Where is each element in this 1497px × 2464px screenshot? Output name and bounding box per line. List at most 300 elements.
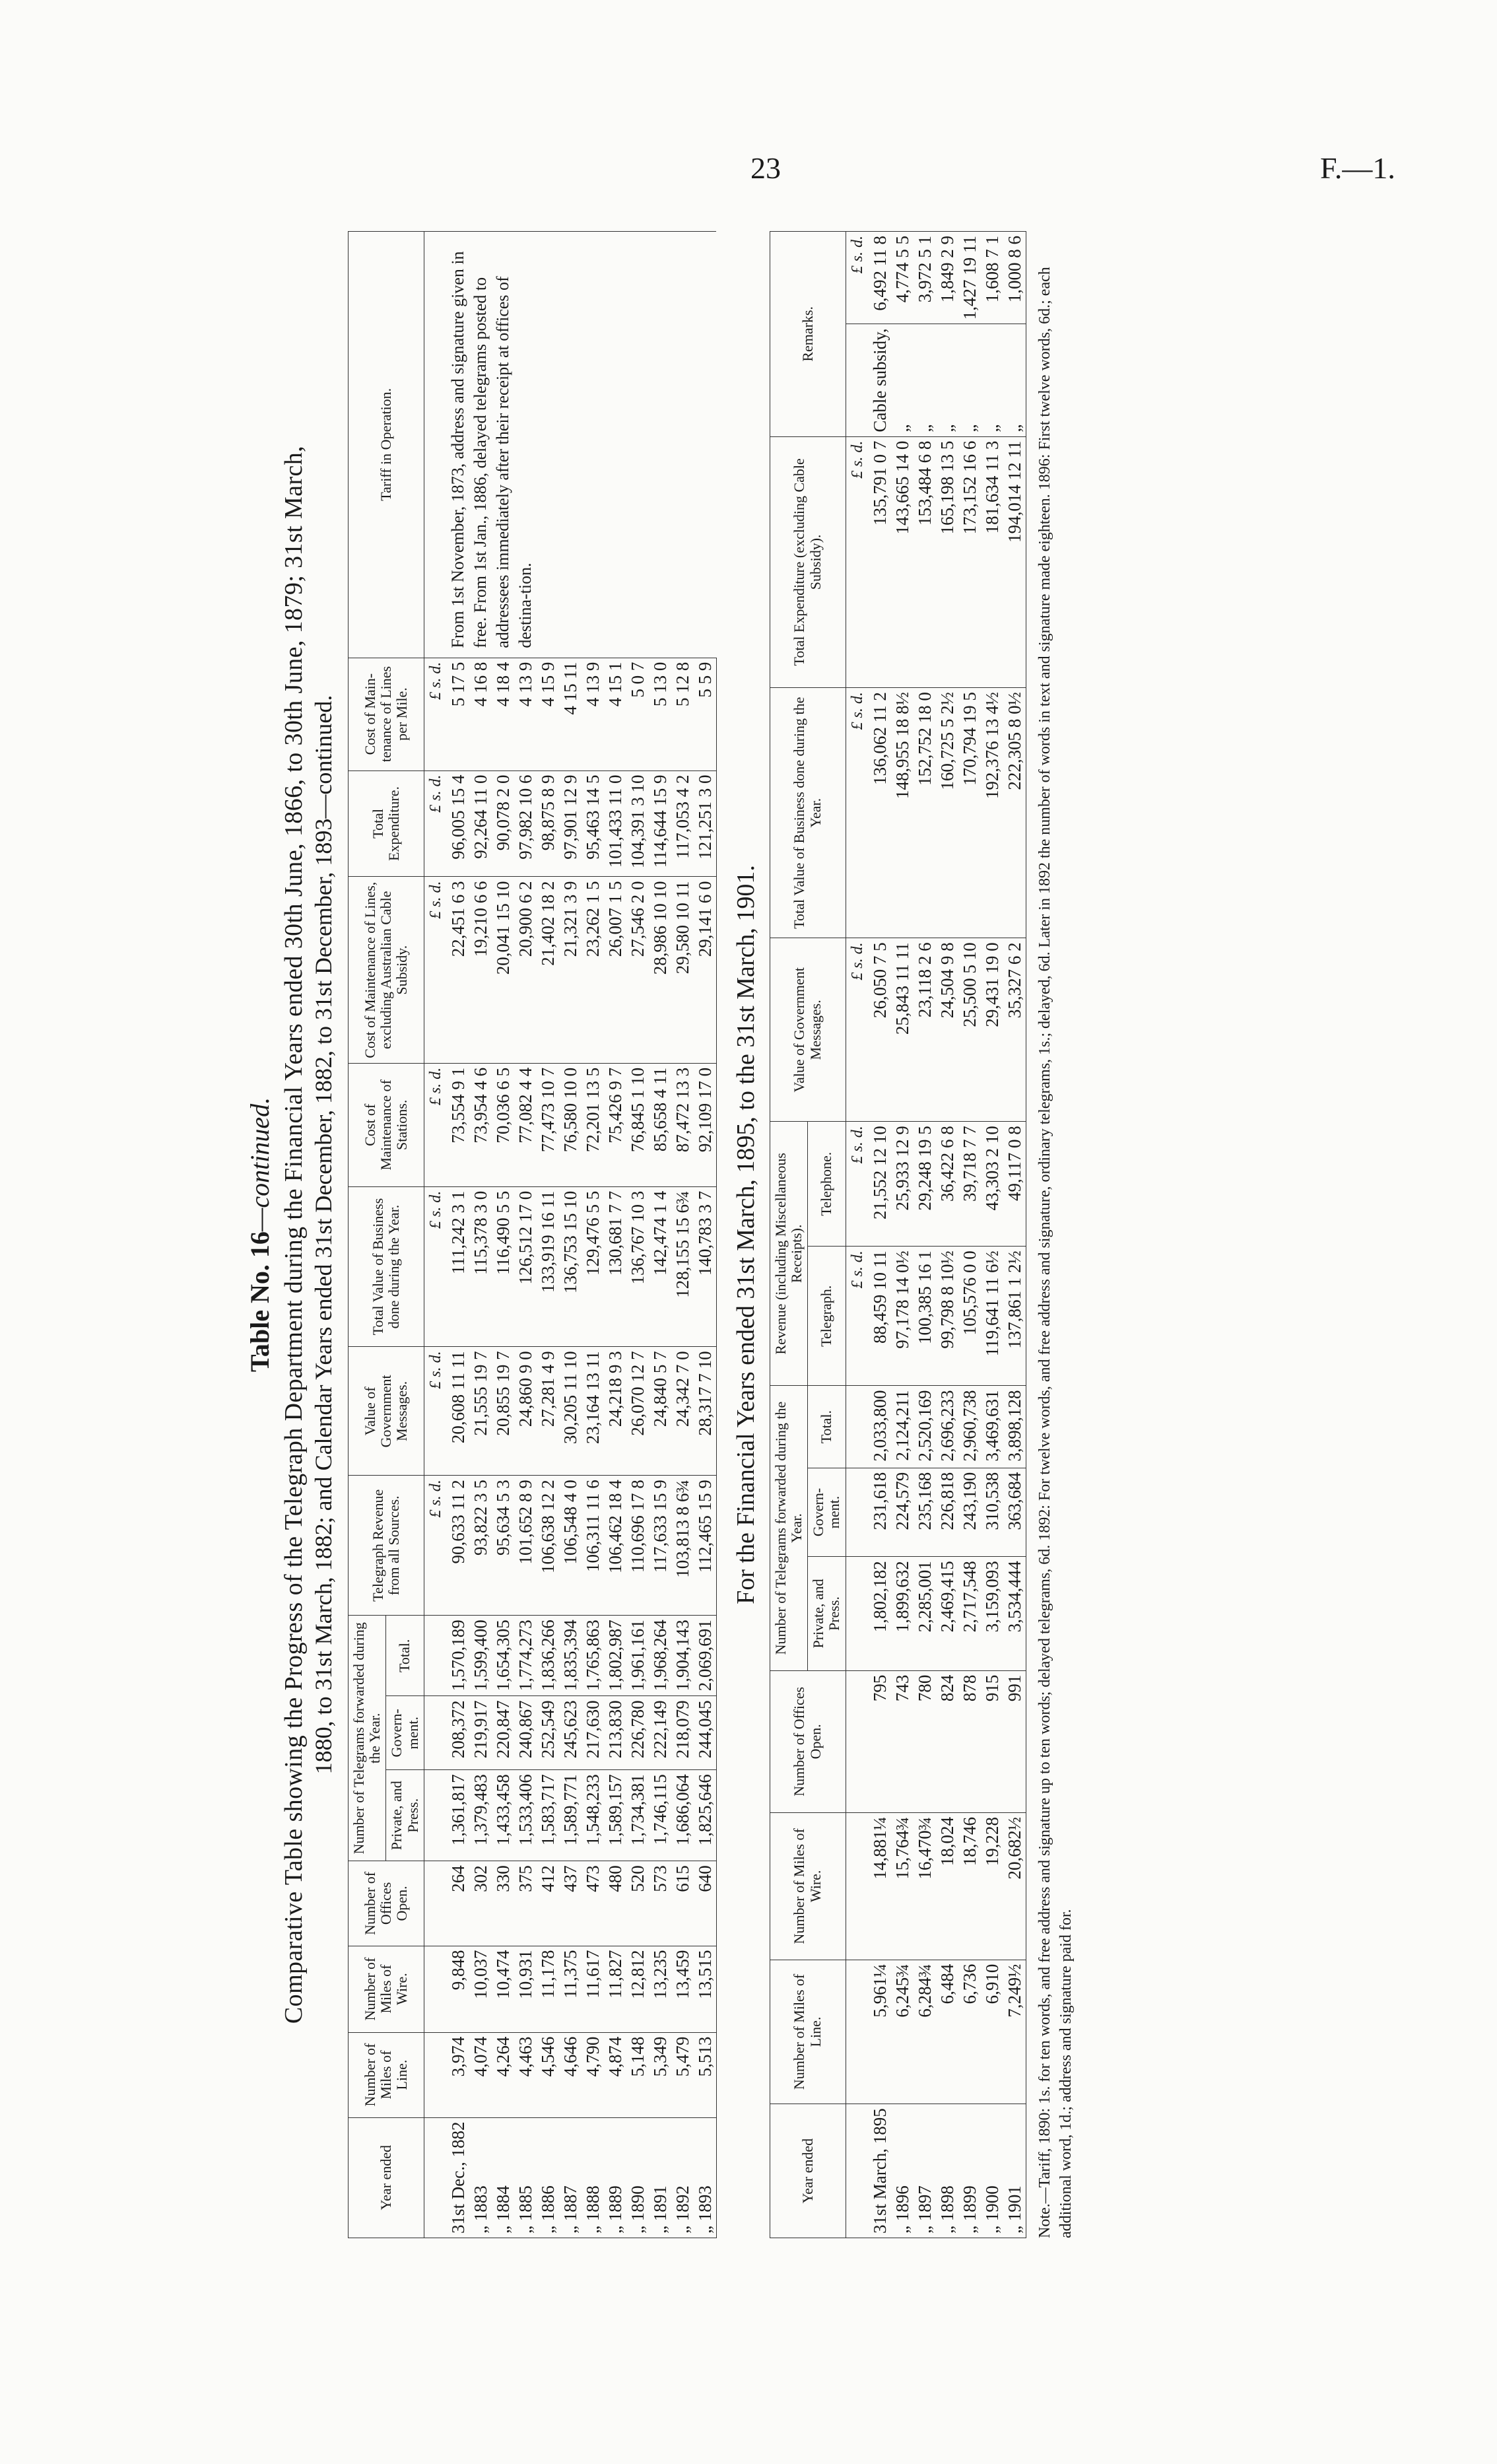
remark-cell: Cable subsidy, <box>869 324 891 436</box>
col-cost-per-mile: Cost of Main-tenance of Lines per Mile. <box>349 658 424 770</box>
permile-cell: 5 13 0 <box>649 658 671 770</box>
permile-cell: 5 0 7 <box>626 658 649 770</box>
line-cell: 7,249½ <box>1003 1960 1026 2104</box>
business-cell: 116,490 5 5 <box>492 1186 514 1347</box>
wire-cell: 16,470¾ <box>914 1813 936 1960</box>
govt-cell: 213,830 <box>604 1696 626 1770</box>
remark-cell: „ <box>1003 324 1026 436</box>
unit-cell: £ s. d. <box>424 1347 447 1476</box>
govt-cell: 363,684 <box>1003 1468 1026 1556</box>
gov-cell: 28,317 7 10 <box>694 1347 717 1476</box>
offices-cell: 264 <box>447 1861 469 1946</box>
business-cell: 192,376 13 4½ <box>981 688 1003 938</box>
expend-cell: 92,264 11 0 <box>469 770 492 877</box>
col-tariff: Tariff in Operation. <box>349 232 424 658</box>
private-cell: 1,899,632 <box>891 1557 914 1670</box>
gov-cell: 24,342 7 0 <box>671 1347 694 1476</box>
permile-cell: 4 13 9 <box>514 658 537 770</box>
offices-cell: 412 <box>537 1861 559 1946</box>
expend-cell: 96,005 15 4 <box>447 770 469 877</box>
year-cell: „ 1888 <box>582 2117 604 2238</box>
progress-table-1882-1893 <box>348 231 717 2238</box>
table2-body <box>846 232 1026 2238</box>
permile-cell: 4 16 8 <box>469 658 492 770</box>
private-cell: 1,589,771 <box>559 1770 582 1861</box>
stations-cell: 92,109 17 0 <box>694 1063 717 1186</box>
table-row <box>891 232 914 2238</box>
col-remarks: Remarks. <box>770 232 846 437</box>
govt-cell: 224,579 <box>891 1468 914 1556</box>
total-cell: 3,898,128 <box>1003 1386 1026 1468</box>
col-year: Year ended <box>349 2117 424 2238</box>
stations-cell: 85,658 4 11 <box>649 1063 671 1186</box>
revenue-cell: 106,548 4 0 <box>559 1476 582 1616</box>
col-business: Total Value of Business done during the Year. <box>349 1186 424 1347</box>
private-cell: 1,734,381 <box>626 1770 649 1861</box>
table-row <box>1003 232 1026 2238</box>
line-cell: 4,874 <box>604 2032 626 2117</box>
business-cell: 115,378 3 0 <box>469 1186 492 1347</box>
telegraph-cell: 100,385 16 1 <box>914 1247 936 1386</box>
offices-cell: 795 <box>869 1670 891 1812</box>
offices-cell: 302 <box>469 1861 492 1946</box>
wire-cell: 11,375 <box>559 1946 582 2032</box>
telephone-cell: 36,422 6 8 <box>936 1122 958 1247</box>
private-cell: 3,534,444 <box>1003 1557 1026 1670</box>
table-row <box>936 232 958 2238</box>
col-telegraph: Telegraph. <box>808 1247 846 1386</box>
expend-cell: 121,251 3 0 <box>694 770 717 877</box>
col-telephone: Telephone. <box>808 1122 846 1247</box>
stations-cell: 76,580 10 0 <box>559 1063 582 1186</box>
gov-cell: 23,164 13 11 <box>582 1347 604 1476</box>
wire-cell: 18,024 <box>936 1813 958 1960</box>
unit-cell: £ s. d. <box>846 1122 869 1247</box>
col-year: Year ended <box>770 2104 846 2238</box>
offices-cell: 915 <box>981 1670 1003 1812</box>
unit-cell: £ s. d. <box>424 1063 447 1186</box>
private-cell: 1,433,458 <box>492 1770 514 1861</box>
table-row <box>869 232 891 2238</box>
line-cell: 4,264 <box>492 2032 514 2117</box>
gov-cell: 21,555 19 7 <box>469 1347 492 1476</box>
expend-cell: 135,791 0 7 <box>869 436 891 688</box>
wire-cell: 12,812 <box>626 1946 649 2032</box>
private-cell: 1,589,157 <box>604 1770 626 1861</box>
stations-cell: 73,954 4 6 <box>469 1063 492 1186</box>
year-cell: „ 1891 <box>649 2117 671 2238</box>
col-miles-wire: Number of Miles of Wire. <box>349 1946 424 2032</box>
permile-cell: 4 15 11 <box>559 658 582 770</box>
line-cell: 6,736 <box>958 1960 981 2104</box>
col-miles-wire: Number of Miles of Wire. <box>770 1813 846 1960</box>
govt-cell: 220,847 <box>492 1696 514 1770</box>
private-cell: 2,717,548 <box>958 1557 981 1670</box>
year-cell: „ 1887 <box>559 2117 582 2238</box>
stations-cell: 75,426 9 7 <box>604 1063 626 1186</box>
page-number: 23 <box>750 151 781 185</box>
business-cell: 136,767 10 3 <box>626 1186 649 1347</box>
expend-cell: 165,198 13 5 <box>936 436 958 688</box>
offices-cell: 640 <box>694 1861 717 1946</box>
private-cell: 3,159,093 <box>981 1557 1003 1670</box>
total-cell: 1,961,161 <box>626 1616 649 1696</box>
year-cell: 31st Dec., 1882 <box>447 2117 469 2238</box>
offices-cell: 520 <box>626 1861 649 1946</box>
revenue-cell: 117,633 15 9 <box>649 1476 671 1616</box>
gov-cell: 24,218 9 3 <box>604 1347 626 1476</box>
col-maint-stations: Cost of Maintenance of Stations. <box>349 1063 424 1186</box>
line-cell: 5,961¼ <box>869 1960 891 2104</box>
total-cell: 2,520,169 <box>914 1386 936 1468</box>
revenue-cell: 103,813 8 6¾ <box>671 1476 694 1616</box>
unit-cell: £ s. d. <box>424 1186 447 1347</box>
expend-cell: 95,463 14 5 <box>582 770 604 877</box>
table-number-label: Table No. 16 <box>245 1231 275 1373</box>
total-cell: 2,124,211 <box>891 1386 914 1468</box>
lines-cell: 21,402 18 2 <box>537 877 559 1063</box>
col-business: Total Value of Business done during the Year. <box>770 688 846 938</box>
line-cell: 5,349 <box>649 2032 671 2117</box>
telephone-cell: 29,248 19 5 <box>914 1122 936 1247</box>
remark-cell: „ <box>958 324 981 436</box>
tariff-text: From 1st November, 1873, address and signature given in free. From 1st Jan., 1886, delayed telegrams posted to addressees immediately after their receipt at offices of destina-tion. <box>447 232 717 658</box>
table-row <box>447 232 469 2238</box>
col-expenditure: Total Expenditure (excluding Cable Subsidy). <box>770 436 846 688</box>
telegraph-cell: 99,798 8 10½ <box>936 1247 958 1386</box>
total-cell: 1,802,987 <box>604 1616 626 1696</box>
govt-cell: 231,618 <box>869 1468 891 1556</box>
govt-cell: 219,917 <box>469 1696 492 1770</box>
col-group-revenue: Revenue (including Miscellaneous Receipts). <box>770 1122 807 1386</box>
govt-cell: 222,149 <box>649 1696 671 1770</box>
remark-amount-cell: 1,000 8 6 <box>1003 232 1026 324</box>
govt-cell: 244,045 <box>694 1696 717 1770</box>
private-cell: 2,285,001 <box>914 1557 936 1670</box>
govt-cell: 226,780 <box>626 1696 649 1770</box>
private-cell: 1,583,717 <box>537 1770 559 1861</box>
stations-cell: 77,082 4 4 <box>514 1063 537 1186</box>
govt-cell: 218,079 <box>671 1696 694 1770</box>
total-cell: 2,069,691 <box>694 1616 717 1696</box>
total-cell: 1,654,305 <box>492 1616 514 1696</box>
year-cell: „ 1885 <box>514 2117 537 2238</box>
wire-cell: 13,515 <box>694 1946 717 2032</box>
lines-cell: 22,451 6 3 <box>447 877 469 1063</box>
revenue-cell: 101,652 8 9 <box>514 1476 537 1616</box>
business-cell: 111,242 3 1 <box>447 1186 469 1347</box>
gov-cell: 20,608 11 11 <box>447 1347 469 1476</box>
gov-cell: 20,855 19 7 <box>492 1347 514 1476</box>
unit-cell: £ s. d. <box>846 1247 869 1386</box>
business-cell: 128,155 15 6¾ <box>671 1186 694 1347</box>
line-cell: 3,974 <box>447 2032 469 2117</box>
line-cell: 6,284¾ <box>914 1960 936 2104</box>
col-total: Total. <box>808 1386 846 1468</box>
col-private: Private, and Press. <box>386 1770 424 1861</box>
year-cell: „ 1893 <box>694 2117 717 2238</box>
wire-cell: 20,682½ <box>1003 1813 1026 1960</box>
progress-table-1895-1901 <box>770 231 1026 2238</box>
gov-cell: 24,860 9 0 <box>514 1347 537 1476</box>
lines-cell: 23,262 1 5 <box>582 877 604 1063</box>
telephone-cell: 21,552 12 10 <box>869 1122 891 1247</box>
telegraph-cell: 119,641 11 6½ <box>981 1247 1003 1386</box>
telephone-cell: 43,303 2 10 <box>981 1122 1003 1247</box>
gov-cell: 25,843 11 11 <box>891 938 914 1122</box>
business-cell: 133,919 16 11 <box>537 1186 559 1347</box>
unit-cell: £ s. d. <box>424 877 447 1063</box>
expend-cell: 104,391 3 10 <box>626 770 649 877</box>
lines-cell: 19,210 6 6 <box>469 877 492 1063</box>
col-revenue: Telegraph Revenue from all Sources. <box>349 1476 424 1616</box>
gov-cell: 27,281 4 9 <box>537 1347 559 1476</box>
offices-cell: 330 <box>492 1861 514 1946</box>
remark-amount-cell: 1,608 7 1 <box>981 232 1003 324</box>
line-cell: 4,074 <box>469 2032 492 2117</box>
total-cell: 2,033,800 <box>869 1386 891 1468</box>
year-cell: „ 1889 <box>604 2117 626 2238</box>
business-cell: 129,476 5 5 <box>582 1186 604 1347</box>
table-row <box>914 232 936 2238</box>
wire-cell: 15,764¾ <box>891 1813 914 1960</box>
business-cell: 136,753 15 10 <box>559 1186 582 1347</box>
lines-cell: 28,986 10 10 <box>649 877 671 1063</box>
expend-cell: 181,634 11 3 <box>981 436 1003 688</box>
year-cell: „ 1886 <box>537 2117 559 2238</box>
permile-cell: 5 5 9 <box>694 658 717 770</box>
gov-cell: 26,070 12 7 <box>626 1347 649 1476</box>
lines-cell: 27,546 2 0 <box>626 877 649 1063</box>
expend-cell: 117,053 4 2 <box>671 770 694 877</box>
telegraph-cell: 137,861 1 2½ <box>1003 1247 1026 1386</box>
col-govt: Govern-ment. <box>808 1468 846 1556</box>
gov-cell: 35,327 6 2 <box>1003 938 1026 1122</box>
units-row <box>424 232 447 2238</box>
year-cell: „ 1900 <box>981 2104 1003 2238</box>
table1-body <box>424 232 716 2238</box>
business-cell: 152,752 18 0 <box>914 688 936 938</box>
offices-cell: 473 <box>582 1861 604 1946</box>
expend-cell: 97,901 12 9 <box>559 770 582 877</box>
revenue-cell: 112,465 15 9 <box>694 1476 717 1616</box>
revenue-cell: 90,633 11 2 <box>447 1476 469 1616</box>
gov-cell: 29,431 19 0 <box>981 938 1003 1122</box>
business-cell: 148,955 18 8½ <box>891 688 914 938</box>
expend-cell: 173,152 16 6 <box>958 436 981 688</box>
remark-amount-cell: 3,972 5 1 <box>914 232 936 324</box>
line-cell: 5,148 <box>626 2032 649 2117</box>
line-cell: 4,546 <box>537 2032 559 2117</box>
offices-cell: 615 <box>671 1861 694 1946</box>
lines-cell: 20,900 6 2 <box>514 877 537 1063</box>
expend-cell: 90,078 2 0 <box>492 770 514 877</box>
telephone-cell: 39,718 7 7 <box>958 1122 981 1247</box>
table-number <box>244 211 275 2258</box>
telegraph-cell: 97,178 14 0½ <box>891 1247 914 1386</box>
remark-cell: „ <box>891 324 914 436</box>
table2-subtitle: For the Financial Years ended 31st March, 1895, to the 31st March, 1901. <box>731 865 760 1604</box>
table-row <box>981 232 1003 2238</box>
col-total: Total. <box>386 1616 424 1696</box>
stations-cell: 70,036 6 5 <box>492 1063 514 1186</box>
govt-cell: 217,630 <box>582 1696 604 1770</box>
remark-amount-cell: 1,849 2 9 <box>936 232 958 324</box>
year-cell: „ 1899 <box>958 2104 981 2238</box>
wire-cell: 10,931 <box>514 1946 537 2032</box>
unit-cell: £ s. d. <box>846 688 869 938</box>
permile-cell: 4 13 9 <box>582 658 604 770</box>
rotated-page-content <box>244 211 1419 2258</box>
wire-cell: 13,235 <box>649 1946 671 2032</box>
expend-cell: 97,982 10 6 <box>514 770 537 877</box>
year-cell: „ 1890 <box>626 2117 649 2238</box>
govt-cell: 245,623 <box>559 1696 582 1770</box>
year-cell: „ 1884 <box>492 2117 514 2238</box>
govt-cell: 310,538 <box>981 1468 1003 1556</box>
col-gov-value: Value of Government Messages. <box>770 938 846 1122</box>
line-cell: 6,484 <box>936 1960 958 2104</box>
govt-cell: 243,190 <box>958 1468 981 1556</box>
offices-cell: 375 <box>514 1861 537 1946</box>
year-cell: „ 1901 <box>1003 2104 1026 2238</box>
col-private: Private, and Press. <box>808 1557 846 1670</box>
total-cell: 1,774,273 <box>514 1616 537 1696</box>
revenue-cell: 106,462 18 4 <box>604 1476 626 1616</box>
line-cell: 6,245¾ <box>891 1960 914 2104</box>
remark-amount-cell: 1,427 19 11 <box>958 232 981 324</box>
stations-cell: 72,201 13 5 <box>582 1063 604 1186</box>
col-offices: Number of Offices Open. <box>349 1861 424 1946</box>
wire-cell: 19,228 <box>981 1813 1003 1960</box>
remark-cell: „ <box>981 324 1003 436</box>
expend-cell: 194,014 12 11 <box>1003 436 1026 688</box>
remark-cell: „ <box>914 324 936 436</box>
telephone-cell: 25,933 12 9 <box>891 1122 914 1247</box>
stations-cell: 87,472 13 3 <box>671 1063 694 1186</box>
wire-cell: 11,178 <box>537 1946 559 2032</box>
private-cell: 1,825,646 <box>694 1770 717 1861</box>
govt-cell: 226,818 <box>936 1468 958 1556</box>
unit-cell: £ s. d. <box>424 1476 447 1616</box>
year-cell: „ 1883 <box>469 2117 492 2238</box>
expend-cell: 101,433 11 0 <box>604 770 626 877</box>
business-cell: 142,474 1 4 <box>649 1186 671 1347</box>
unit-cell: £ s. d. <box>424 658 447 770</box>
private-cell: 1,746,115 <box>649 1770 671 1861</box>
offices-cell: 480 <box>604 1861 626 1946</box>
table-title-line1: Comparative Table showing the Progress of the Telegraph Department during the Financial Years ended 30th June, 1866, to 30th June, 1879; 31st March, <box>280 445 308 2024</box>
wire-cell: 11,617 <box>582 1946 604 2032</box>
business-cell: 170,794 19 5 <box>958 688 981 938</box>
offices-cell: 824 <box>936 1670 958 1812</box>
revenue-cell: 106,638 12 2 <box>537 1476 559 1616</box>
govt-cell: 208,372 <box>447 1696 469 1770</box>
col-maint-lines: Cost of Maintenance of Lines, excluding Australian Cable Subsidy. <box>349 877 424 1063</box>
wire-cell: 10,474 <box>492 1946 514 2032</box>
expend-cell: 143,665 14 0 <box>891 436 914 688</box>
total-cell: 1,904,143 <box>671 1616 694 1696</box>
revenue-cell: 106,311 11 6 <box>582 1476 604 1616</box>
business-cell: 130,681 7 7 <box>604 1186 626 1347</box>
gov-cell: 25,500 5 10 <box>958 938 981 1122</box>
wire-cell: 9,848 <box>447 1946 469 2032</box>
revenue-cell: 95,634 5 3 <box>492 1476 514 1616</box>
table-title-line2: 1880, to 31st March, 1882; and Calendar Years ended 31st December, 1882, to 31st December, 1893—continued. <box>310 695 337 1775</box>
line-cell: 6,910 <box>981 1960 1003 2104</box>
govt-cell: 252,549 <box>537 1696 559 1770</box>
unit-cell: £ s. d. <box>846 232 869 324</box>
permile-cell: 4 15 9 <box>537 658 559 770</box>
year-cell: „ 1892 <box>671 2117 694 2238</box>
remark-amount-cell: 6,492 11 8 <box>869 232 891 324</box>
stations-cell: 73,554 9 1 <box>447 1063 469 1186</box>
stations-cell: 77,473 10 7 <box>537 1063 559 1186</box>
line-cell: 5,513 <box>694 2032 717 2117</box>
unit-cell: £ s. d. <box>424 770 447 877</box>
total-cell: 1,835,394 <box>559 1616 582 1696</box>
unit-cell: £ s. d. <box>846 938 869 1122</box>
col-govt: Govern-ment. <box>386 1696 424 1770</box>
col-group-telegrams: Number of Telegrams forwarded during the Year. <box>770 1386 807 1670</box>
year-cell: „ 1896 <box>891 2104 914 2238</box>
revenue-cell: 93,822 3 5 <box>469 1476 492 1616</box>
private-cell: 1,548,233 <box>582 1770 604 1861</box>
expend-cell: 153,484 6 8 <box>914 436 936 688</box>
table-row <box>958 232 981 2238</box>
private-cell: 1,802,182 <box>869 1557 891 1670</box>
total-cell: 2,960,738 <box>958 1386 981 1468</box>
year-cell: 31st March, 1895 <box>869 2104 891 2238</box>
expend-cell: 114,644 15 9 <box>649 770 671 877</box>
wire-cell: 11,827 <box>604 1946 626 2032</box>
total-cell: 1,765,863 <box>582 1616 604 1696</box>
wire-cell: 18,746 <box>958 1813 981 1960</box>
total-cell: 3,469,631 <box>981 1386 1003 1468</box>
document-reference: F.—1. <box>1320 151 1395 185</box>
gov-cell: 26,050 7 5 <box>869 938 891 1122</box>
lines-cell: 21,321 3 9 <box>559 877 582 1063</box>
telegraph-cell: 88,459 10 11 <box>869 1247 891 1386</box>
lines-cell: 26,007 1 5 <box>604 877 626 1063</box>
business-cell: 160,725 5 2½ <box>936 688 958 938</box>
total-cell: 2,696,233 <box>936 1386 958 1468</box>
lines-cell: 29,580 10 11 <box>671 877 694 1063</box>
permile-cell: 4 15 1 <box>604 658 626 770</box>
remark-amount-cell: 4,774 5 5 <box>891 232 914 324</box>
govt-cell: 240,867 <box>514 1696 537 1770</box>
gov-cell: 23,118 2 6 <box>914 938 936 1122</box>
total-cell: 1,836,266 <box>537 1616 559 1696</box>
business-cell: 222,305 8 0½ <box>1003 688 1026 938</box>
private-cell: 1,361,817 <box>447 1770 469 1861</box>
table-continued-label: —continued. <box>245 1097 275 1232</box>
line-cell: 5,479 <box>671 2032 694 2117</box>
col-miles-line: Number of Miles of Line. <box>770 1960 846 2104</box>
offices-cell: 743 <box>891 1670 914 1812</box>
gov-cell: 30,205 11 10 <box>559 1347 582 1476</box>
permile-cell: 5 12 8 <box>671 658 694 770</box>
col-gov-value: Value of Government Messages. <box>349 1347 424 1476</box>
business-cell: 126,512 17 0 <box>514 1186 537 1347</box>
remark-cell: „ <box>936 324 958 436</box>
private-cell: 2,469,415 <box>936 1557 958 1670</box>
lines-cell: 20,041 15 10 <box>492 877 514 1063</box>
line-cell: 4,463 <box>514 2032 537 2117</box>
stations-cell: 76,845 1 10 <box>626 1063 649 1186</box>
permile-cell: 5 17 5 <box>447 658 469 770</box>
permile-cell: 4 18 4 <box>492 658 514 770</box>
